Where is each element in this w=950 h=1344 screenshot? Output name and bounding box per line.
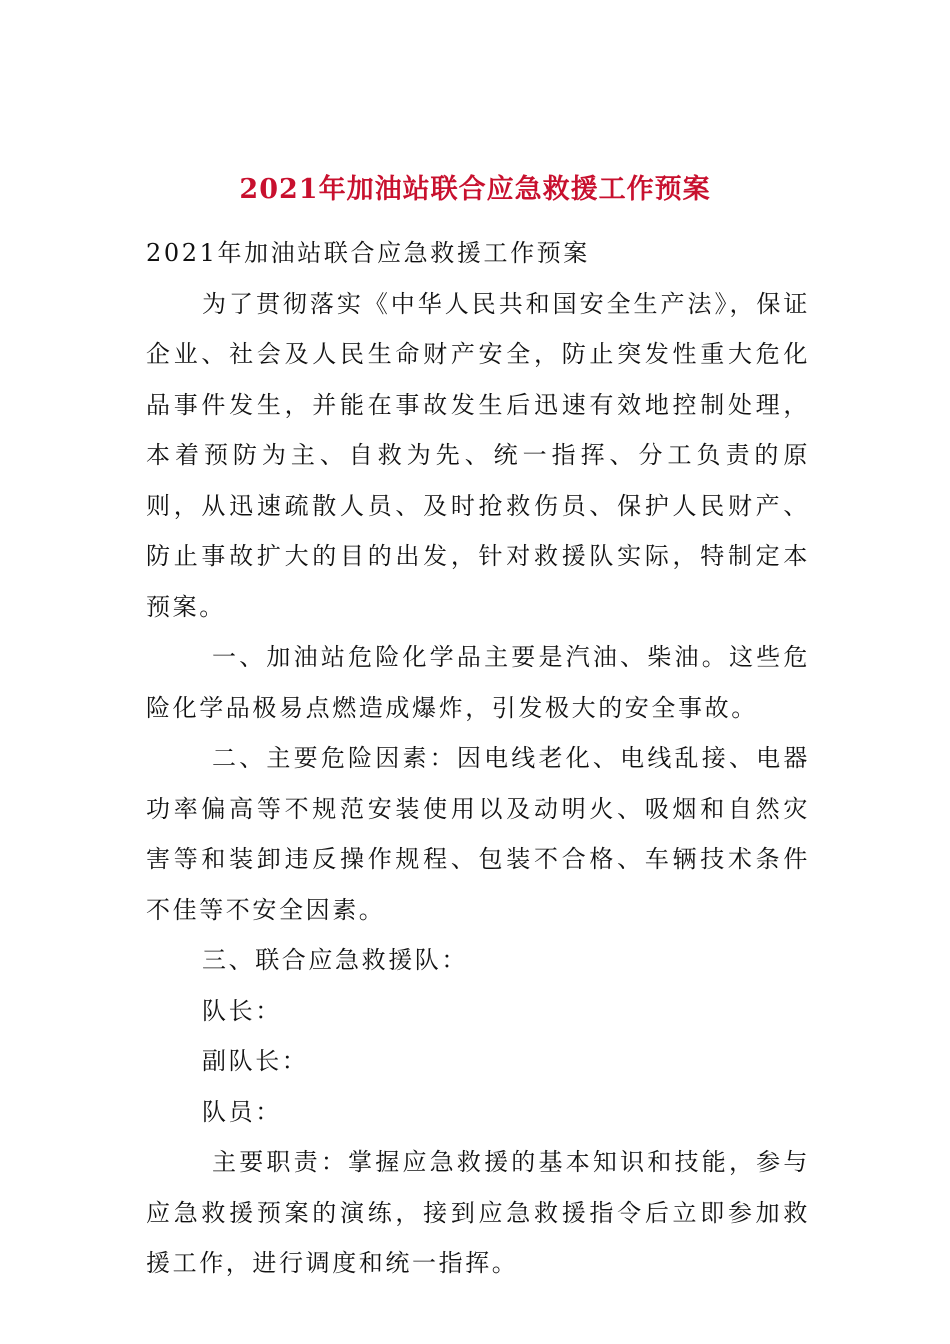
paragraph-section-one: 一、加油站危险化学品主要是汽油、柴油。这些危险化学品极易点燃造成爆炸，引发极大的安全事故。	[146, 643, 810, 722]
document-body	[146, 228, 810, 1289]
paragraph-team-leader: 队长：	[202, 996, 282, 1025]
paragraph-deputy-leader: 副队长：	[202, 1047, 309, 1075]
paragraph-section-two: 二、主要危险因素：因电线老化、电线乱接、电器功率偏高等不规范安装使用以及动明火、吸烟和自然灾害等和装卸违反操作规程、包装不合格、车辆技术条件不佳等不安全因素。	[146, 744, 810, 924]
document-title: 2021年加油站联合应急救援工作预案	[239, 174, 711, 206]
paragraph-responsibilities: 主要职责：掌握应急救援的基本知识和技能，参与应急救援预案的演练，接到应急救援指令后立即参加救援工作，进行调度和统一指挥。	[146, 1148, 810, 1277]
paragraph-team-members: 队员：	[202, 1097, 282, 1126]
document-subtitle: 2021年加油站联合应急救援工作预案	[146, 239, 590, 267]
paragraph-intro: 为了贯彻落实《中华人民共和国安全生产法》，保证企业、社会及人民生命财产安全，防止突发性重大危化品事件发生，并能在事故发生后迅速有效地控制处理，本着预防为主、自救为先、统一指挥、分工负责的原则，从迅速疏散人员、及时抢救伤员、保护人民财产、防止事故扩大的目的出发，针对救援队实际，特制定本预案。	[146, 289, 810, 621]
paragraph-section-three: 三、联合应急救援队：	[202, 946, 468, 974]
